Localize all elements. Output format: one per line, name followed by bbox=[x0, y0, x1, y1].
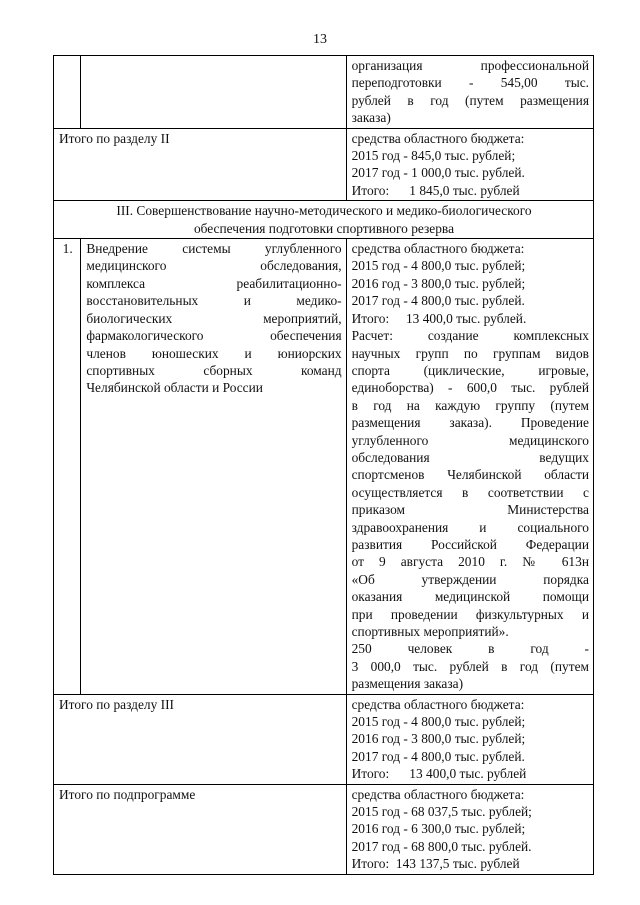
text-line: Итого: 13 400,0 тыс. рублей bbox=[351, 766, 527, 782]
text-line: единоборства) - 600,0 тыс. рублей bbox=[351, 380, 589, 396]
table-row bbox=[54, 128, 594, 201]
text-line: от 9 августа 2010 г. № 613н bbox=[351, 554, 589, 570]
text-line: 2016 год - 3 800,0 тыс. рублей; bbox=[351, 275, 526, 291]
text-line: 2016 год - 6 300,0 тыс. рублей; bbox=[351, 821, 526, 837]
text-line: 2015 год - 68 037,5 тыс. рублей; bbox=[351, 804, 532, 820]
text-line: 2016 год - 3 800,0 тыс. рублей; bbox=[351, 731, 526, 747]
text-line: размещения заказа). Проведение bbox=[351, 415, 589, 431]
funding-cell bbox=[346, 128, 593, 201]
text-line: 2015 год - 4 800,0 тыс. рублей; bbox=[351, 714, 526, 730]
number-cell bbox=[54, 56, 81, 129]
section-title-line: обеспечения подготовки спортивного резерва bbox=[193, 220, 455, 236]
text-line: средства областного бюджета: bbox=[351, 241, 525, 257]
text-line: приказом Министерства bbox=[351, 502, 589, 518]
text-line: средства областного бюджета: bbox=[351, 696, 525, 712]
program-table bbox=[53, 55, 594, 875]
text-line: организация профессиональной bbox=[351, 58, 589, 73]
text-line: комплекса реабилитационно- bbox=[86, 275, 342, 291]
table-row bbox=[54, 694, 594, 784]
text-line: фармакологического обеспечения bbox=[86, 328, 342, 344]
text-line: осуществляется в соответствии с bbox=[351, 484, 589, 500]
description-cell bbox=[81, 239, 346, 695]
table-row bbox=[54, 56, 594, 129]
section-title-line: III. Совершенствование научно-методического и медико-биологического bbox=[116, 203, 532, 219]
text-line: здравоохранения и социального bbox=[351, 519, 589, 535]
text-line: 2017 год - 4 800,0 тыс. рублей. bbox=[351, 293, 525, 309]
text-line: биологических мероприятий, bbox=[86, 310, 342, 326]
text-line: спортсменов Челябинской области bbox=[351, 467, 589, 483]
table-row bbox=[54, 784, 594, 874]
text-line: Челябинской области и России bbox=[86, 380, 263, 396]
text-line: «Об утверждении порядка bbox=[351, 571, 589, 587]
text-line: размещения заказа) bbox=[351, 676, 464, 692]
text-line: рублей в год (путем размещения bbox=[351, 92, 589, 108]
text-line: Итого: 1 845,0 тыс. рублей bbox=[351, 182, 520, 198]
text-line: спортивных мероприятий». bbox=[351, 624, 509, 639]
text-line: развития Российской Федерации bbox=[351, 536, 589, 552]
text-line: научных групп по группам видов bbox=[351, 345, 589, 361]
section2-total-label: Итого по разделу II bbox=[54, 128, 347, 201]
text-line: 2017 год - 68 800,0 тыс. рублей. bbox=[351, 838, 532, 854]
section-header-row bbox=[54, 201, 594, 239]
text-line: при проведении физкультурных и bbox=[351, 606, 589, 622]
description-cell bbox=[81, 56, 346, 129]
text-line: Итого: 13 400,0 тыс. рублей. bbox=[351, 310, 527, 326]
section3-total-label: Итого по разделу III bbox=[54, 694, 347, 784]
text-line: восстановительных и медико- bbox=[86, 293, 342, 309]
text-line: спортивных сборных команд bbox=[86, 362, 342, 378]
text-line: Расчет: создание комплексных bbox=[351, 328, 589, 344]
funding-cell bbox=[346, 56, 593, 129]
section3-title bbox=[54, 201, 594, 239]
funding-cell bbox=[346, 694, 593, 784]
text-line: 2017 год - 1 000,0 тыс. рублей. bbox=[351, 165, 525, 181]
text-line: оказания медицинской помощи bbox=[351, 589, 589, 605]
text-line: средства областного бюджета: bbox=[351, 130, 525, 146]
funding-cell bbox=[346, 239, 593, 695]
page-number: 13 bbox=[313, 32, 327, 47]
text-line: медицинского обследования, bbox=[86, 258, 342, 274]
text-line: углубленного медицинского bbox=[351, 432, 589, 448]
text-line: средства областного бюджета: bbox=[351, 786, 525, 802]
text-line: 3 000,0 тыс. рублей в год (путем bbox=[351, 658, 589, 674]
text-line: 2015 год - 4 800,0 тыс. рублей; bbox=[351, 258, 526, 274]
text-line: заказа) bbox=[351, 110, 391, 126]
text-line: в год на каждую группу (путем bbox=[351, 397, 589, 413]
subprogram-total-label: Итого по подпрограмме bbox=[54, 784, 347, 874]
text-line: переподготовки - 545,00 тыс. bbox=[351, 75, 589, 91]
text-line: членов юношеских и юниорских bbox=[86, 345, 342, 361]
table-row bbox=[54, 239, 594, 695]
text-line: 250 человек в год - bbox=[351, 641, 589, 657]
text-line: Внедрение системы углубленного bbox=[86, 241, 342, 257]
funding-cell bbox=[346, 784, 593, 874]
text-line: Итого: 143 137,5 тыс. рублей bbox=[351, 856, 520, 872]
text-line: спорта (циклические, игровые, bbox=[351, 362, 589, 378]
text-line: обследования ведущих bbox=[351, 449, 589, 465]
text-line: 2017 год - 4 800,0 тыс. рублей. bbox=[351, 748, 525, 764]
item-number: 1. bbox=[54, 239, 81, 695]
text-line: 2015 год - 845,0 тыс. рублей; bbox=[351, 148, 516, 164]
